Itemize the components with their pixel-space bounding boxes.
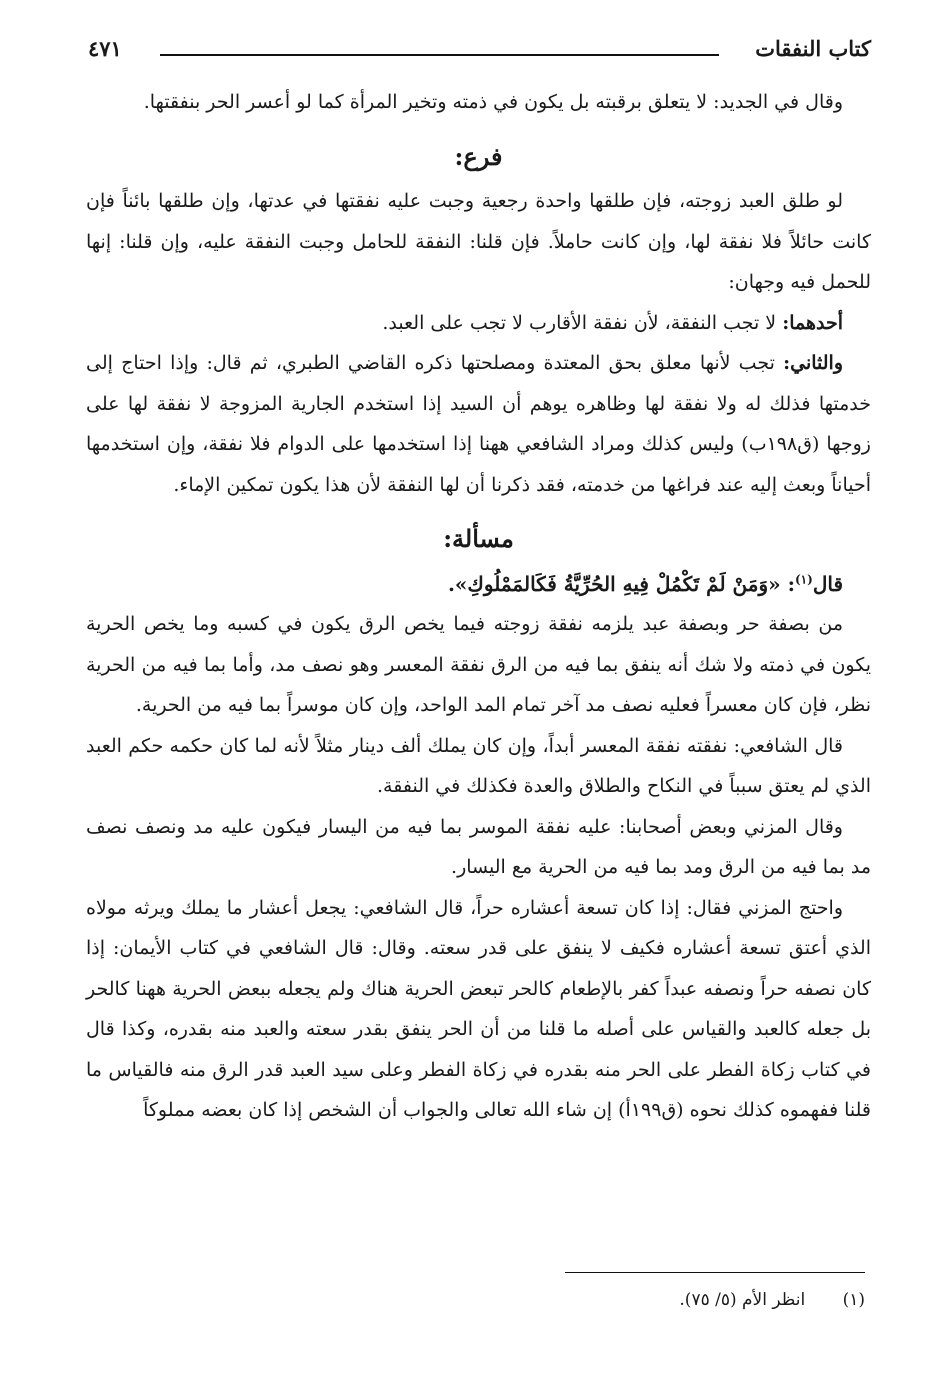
footnote-text: انظر الأم (٥/ ٧٥). [679, 1290, 806, 1310]
footnote-reference: (١) [794, 571, 813, 586]
header-rule [160, 54, 719, 56]
qual-label: قال [812, 571, 843, 596]
paragraph: لو طلق العبد زوجته، فإن طلقها واحدة رجعية وجبت عليه نفقتها في عدتها، وإن طلقها بائناً فإن كانت حائلاً فلا نفقة لها، وإن كانت حاملاً. فإن قلنا: النفقة للحامل وجبت النفقة عليه، وإن قلنا: إنها للحمل فيه وجهان: [86, 190, 871, 293]
paragraph: وقال المزني وبعض أصحابنا: عليه نفقة الموسر بما فيه من اليسار فيكون عليه مد ونصف نصف مد بما فيه من الرق ومد بما فيه من الحرية مع اليسار. [86, 815, 871, 878]
quoted-text-line [86, 564, 871, 605]
paragraph-lead: والثاني: [783, 352, 843, 374]
page-header [88, 36, 871, 70]
paragraph: وقال في الجديد: لا يتعلق برقبته بل يكون في ذمته وتخير المرأة كما لو أعسر الحر بنفقتها. [143, 91, 843, 113]
paragraph: من بصفة حر وبصفة عبد يلزمه نفقة زوجته فيما يخص الرق يكون في كسبه وما يخص الحرية يكون في ذمته ولا شك أنه ينفق بما فيه من الرق نفقة المعسر وهو نصف مد، وأما بما فيه من الحرية نظر، فإن كان معسراً فعليه نصف مد آخر تمام المد الواحد، وإن كان موسراً بما فيه من الحرية. [86, 613, 871, 716]
paragraph-lead: أحدهما: [782, 311, 843, 334]
footnote [86, 1290, 865, 1310]
quoted-text: : «وَمَنْ لَمْ تَكْمُلْ فِيهِ الحُرِّيَّةُ فَكَالمَمْلُوكِ». [447, 571, 795, 596]
paragraph: قال الشافعي: نفقته نفقة المعسر أبداً، وإن كان يملك ألف دينار مثلاً لأنه لما كان حكمه حكم العبد الذي لم يعتق سبباً في النكاح والطلاق والعدة فكذلك في النفقة. [86, 734, 871, 797]
paragraph [86, 343, 871, 505]
main-text [86, 82, 871, 1131]
running-title: كتاب النفقات [755, 36, 871, 61]
page-number: ٤٧١ [88, 36, 122, 61]
paragraph [86, 303, 871, 344]
paragraph: واحتج المزني فقال: إذا كان تسعة أعشاره حراً، قال الشافعي: يجعل أعشار ما يملك ويرثه مولاه الذي أعتق تسعة أعشاره فكيف لا ينفق على قدر سعته. وقال: قال الشافعي في كتاب الأيمان: إذا كان نصفه حراً ونصفه عبداً كفر بالإطعام كالحر تبعض الحرية هناك ولم يجعله ببعض الحرية ههنا كالحر بل جعله كالعبد والقياس على أصله ما قلنا من أن الحر ينفق بقدر سعته والعبد منه بقدره، وكذا قال في كتاب زكاة الفطر على الحر منه بقدره في زكاة الفطر وعلى سيد العبد قدر الرق منه فالقياس ما قلنا ففهموه كذلك نحوه (ق١٩٩أ) إن شاء الله تعالى والجواب أن الشخص إذا كان بعضه مملوكاً [86, 896, 871, 1121]
paragraph-text: لا تجب النفقة، لأن نفقة الأقارب لا تجب على العبد. [382, 311, 783, 334]
footnote-number: (١) [842, 1290, 865, 1310]
section-heading: مسألة: [443, 524, 514, 553]
footnote-rule [565, 1272, 865, 1273]
paragraph-text: تجب لأنها معلق بحق المعتدة ومصلحتها ذكره القاضي الطبري، ثم قال: وإذا احتاج إلى خدمتها فذلك له ولا نفقة لها وظاهره يوهم أن السيد إذا استخدم الجارية المزوجة لا نفقة لها على زوجها (ق١٩٨ب) وليس كذلك ومراد الشافعي ههنا إذا استخدمها على الدوام فلا نفقة، وإن استخدمها أحياناً وبعث إليه عند فراغها من خدمته، فقد ذكرنا أن لها النفقة لأن هذا يكون تمكين الإماء. [86, 352, 871, 496]
section-heading: فرع: [454, 141, 503, 171]
